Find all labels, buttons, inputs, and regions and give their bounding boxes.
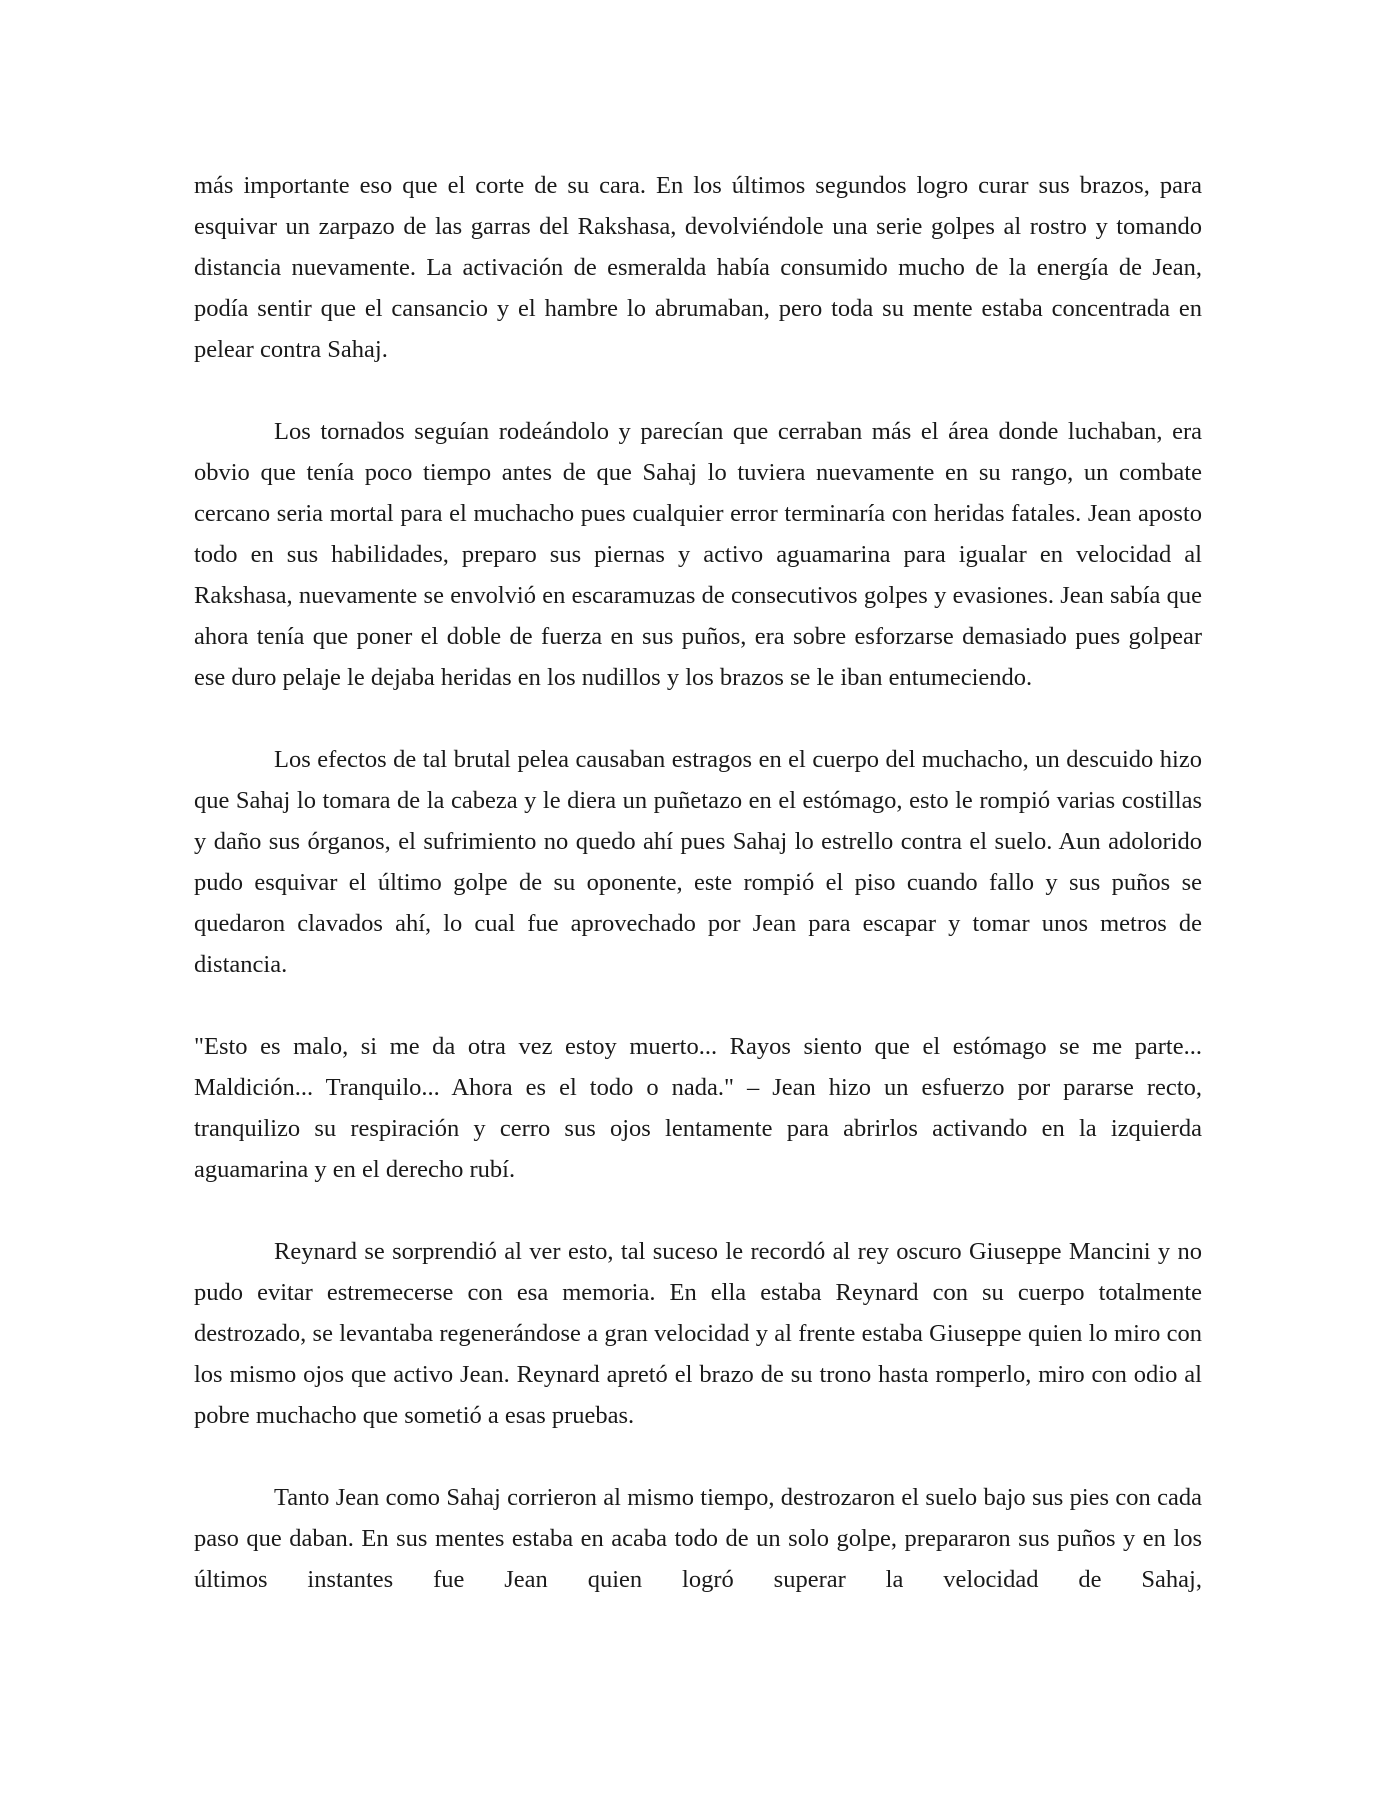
paragraph-4: "Esto es malo, si me da otra vez estoy muerto... Rayos siento que el estómago se me parte... Maldición... Tranquilo... Ahora es el todo o nada." – Jean hizo un esfuerzo por pararse recto, tranquilizo su respiración y cerro sus ojos lentamente para abrirlos activando en la izquierda aguamarina y en el derecho rubí. [194, 1033, 1202, 1183]
document-body [194, 165, 1202, 1600]
paragraph-5: Reynard se sorprendió al ver esto, tal suceso le recordó al rey oscuro Giuseppe Mancini y no pudo evitar estremecerse con esa memoria. En ella estaba Reynard con su cuerpo totalmente destrozado, se levantaba regenerándose a gran velocidad y al frente estaba Giuseppe quien lo miro con los mismo ojos que activo Jean. Reynard apretó el brazo de su trono hasta romperlo, miro con odio al pobre muchacho que sometió a esas pruebas. [194, 1238, 1202, 1429]
paragraph-3: Los efectos de tal brutal pelea causaban estragos en el cuerpo del muchacho, un descuido hizo que Sahaj lo tomara de la cabeza y le diera un puñetazo en el estómago, esto le rompió varias costillas y daño sus órganos, el sufrimiento no quedo ahí pues Sahaj lo estrello contra el suelo. Aun adolorido pudo esquivar el último golpe de su oponente, este rompió el piso cuando fallo y sus puños se quedaron clavados ahí, lo cual fue aprovechado por Jean para escapar y tomar unos metros de distancia. [194, 746, 1202, 978]
paragraph-2: Los tornados seguían rodeándolo y parecían que cerraban más el área donde luchaban, era obvio que tenía poco tiempo antes de que Sahaj lo tuviera nuevamente en su rango, un combate cercano seria mortal para el muchacho pues cualquier error terminaría con heridas fatales. Jean aposto todo en sus habilidades, preparo sus piernas y activo aguamarina para igualar en velocidad al Rakshasa, nuevamente se envolvió en escaramuzas de consecutivos golpes y evasiones. Jean sabía que ahora tenía que poner el doble de fuerza en sus puños, era sobre esforzarse demasiado pues golpear ese duro pelaje le dejaba heridas en los nudillos y los brazos se le iban entumeciendo. [194, 418, 1202, 691]
paragraph-6: Tanto Jean como Sahaj corrieron al mismo tiempo, destrozaron el suelo bajo sus pies con cada paso que daban. En sus mentes estaba en acaba todo de un solo golpe, prepararon sus puños y en los últimos instantes fue Jean quien logró superar la velocidad de Sahaj, [194, 1484, 1202, 1593]
paragraph-1: más importante eso que el corte de su cara. En los últimos segundos logro curar sus brazos, para esquivar un zarpazo de las garras del Rakshasa, devolviéndole una serie golpes al rostro y tomando distancia nuevamente. La activación de esmeralda había consumido mucho de la energía de Jean, podía sentir que el cansancio y el hambre lo abrumaban, pero toda su mente estaba concentrada en pelear contra Sahaj. [194, 172, 1202, 363]
